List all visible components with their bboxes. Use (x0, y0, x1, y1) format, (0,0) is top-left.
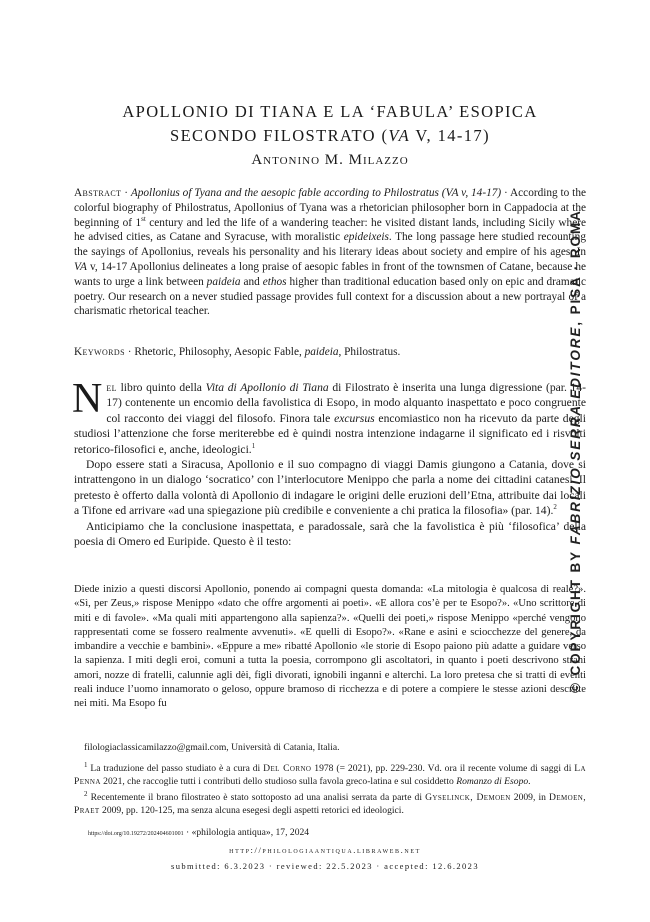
doi-number: 10.19272/202404601001 (123, 831, 184, 837)
title-line-2 (60, 124, 600, 148)
p1-italic-title: Vita di Apollonio di Tiana (205, 381, 329, 394)
fn2-sc1: Gyselinck, Demoen (425, 792, 511, 803)
copyright-sidebar (568, 193, 583, 693)
keywords-text-1: · Rhetoric, Philosophy, Aesopic Fable, (124, 346, 305, 358)
block-quote: Diede inizio a questi discorsi Apollonio, ponendo ai compagni questa domanda: «La mitologia è qualcosa di reale?». «Sì, per Zeus,» rispose Menippo «dato che offre argomenti ai poeti». «E allora cos’è per te Esopo?». «Uno scrittore di miti e di favole». «Ma quali miti appartengono alla sapienza?». «Quelli dei poeti,» rispose Menippo «perché vengono rappresentati come se fossero realmente avvenuti». «E quelli di Esopo?». «Rane e asini e sciocchezze del genere, da imbandire a vecchie e bambini». «Eppure a me» ribatté Apollonio «le storie di Esopo paiono più adatte a guidare verso la sapienza. I miti degli eroi, comuni a tutta la poesia, corrompono gli ascoltatori, in quanto i poeti descrivono strani amori, nozze di fratelli, calunnie agli dèi, figli divorati, ignobili inganni e alterchi. La loro pretesa che si tratti di eventi reali induce l’uomo innamorato o geloso, oppure bramoso di ricchezza e di potere a compiere le stesse azioni descritte nei miti. Ma Esopo fu (74, 584, 586, 710)
fn1-sc1: Del Corno (263, 763, 312, 774)
p1-excursus: excursus (334, 411, 375, 425)
footnote-1-num: 1 (84, 760, 88, 769)
drop-cap: N (72, 376, 103, 422)
abstract-text-1: · According to the colorful biography of Philostratus, Apollonius of Tyana was a rhetorician philosopher born in Cappadocia at the beginning of 1 (74, 187, 586, 229)
p2-text: Dopo essere stati a Siracusa, Apollonio e il suo compagno di viaggi Damis giungono a Catania, dove si intrattengono in un dialogo ‘socratico’ con l’interlocutore Menippo che parla a nome dei cittadini catanesi. Il pretesto è offerto dalla volontà di Apollonio di indagare le origini delle eruzioni dell’Etna, attribuite dai locali a Tifone ed arrivare «ad una spiegazione più credibile e conveniente a chi pratica la filosofia» (par. 14). (74, 458, 586, 518)
footnote-1 (74, 762, 586, 788)
fn2-b: 2009, in (510, 792, 549, 803)
fn1-b: 1978 (= 2021), pp. 229-230. Vd. ora il recente volume di saggi di (311, 763, 575, 774)
body-text (72, 376, 587, 549)
footnote-ref-2: 2 (553, 503, 557, 512)
abstract-ethos: ethos (262, 275, 287, 288)
article-title (60, 100, 600, 148)
copyright-publisher: FABRIZIO SERRA EDITORE (568, 325, 583, 545)
paragraph-3: Anticipiamo che la conclusione inaspettata, e paradossale, sarà che la favolistica è più ‘filosofica’ della poesia di Omero ed Euripide. Questo è il testo: (74, 519, 586, 549)
abstract-title-ref: (VA v, 14-17) (438, 187, 502, 199)
abstract-epideixeis: epideixeis (343, 231, 389, 244)
fn1-d: . (528, 776, 531, 787)
keywords-paideia: paideia (304, 346, 339, 358)
keywords-text-2: , Philostratus. (338, 346, 401, 358)
fn2-sc2: Demoen, Praet (74, 792, 586, 816)
p1-smallcaps: el (106, 381, 117, 394)
author-email-note: filologiaclassicamilazzo@gmail.com, Università di Catania, Italia. (84, 742, 340, 753)
abstract-label: Abstract (74, 187, 122, 199)
keywords (74, 345, 586, 360)
copyright-c: , PISA · ROMA (568, 209, 583, 326)
abstract-sep: · (121, 187, 131, 199)
copyright-a: © COPYRIGHT BY (568, 544, 583, 693)
journal-url[interactable]: http://philologiaantiqua.libraweb.net (229, 845, 421, 855)
doi-journal: · «philologia antiqua», 17, 2024 (183, 827, 310, 838)
keywords-label: Keywords (74, 346, 125, 358)
fn2-a: Recentemente il brano filostrateo è stato sottoposto ad una analisi serrata da parte di (87, 792, 426, 803)
abstract-english-title: Apollonius of Tyana and the aesopic fable according to Philostratus (130, 187, 439, 199)
abstract-text-3: . The long passage here studied recounting the sayings of Apollonius, reveals his personality and his literary ideas about society and empire of his ages. In (74, 231, 586, 259)
abstract-sup: st (141, 214, 146, 223)
author-name: Antonino M. Milazzo (251, 152, 409, 168)
title-line-2-b: V, 14-17) (410, 126, 490, 145)
doi-line (88, 827, 309, 838)
paragraph-2 (74, 457, 586, 519)
title-line-1: APOLLONIO DI TIANA E LA ‘FABULA’ ESOPICA (122, 102, 538, 121)
abstract-text-5: and (240, 275, 263, 288)
footnote-2 (74, 791, 586, 817)
title-line-2-italic: VA (388, 126, 411, 145)
footnote-2-num: 2 (84, 789, 88, 798)
fn1-a: La traduzione del passo studiato è a cura di (87, 763, 264, 774)
abstract-va: VA (74, 260, 87, 273)
abstract-text-2: century and led the life of a wandering teacher: he visited distant lands, including Sicily where he advised cities, as Catane and Syracuse, with moralistic (74, 216, 586, 244)
abstract-paideia: paideia (206, 275, 241, 288)
fn1-c: 2021, che raccoglie tutti i contributi dello studioso sulla favola greco-latina e sul cosiddetto (100, 776, 457, 787)
abstract (74, 186, 586, 319)
p1-a: libro quinto della (116, 381, 206, 394)
doi-link[interactable] (88, 831, 184, 837)
footnotes (74, 741, 586, 820)
title-line-2-a: SECONDO FILOSTRATO ( (170, 126, 389, 145)
doi-prefix: https://doi.org/ (88, 831, 124, 837)
fn1-italic: Romanzo di Esopo (456, 776, 529, 787)
abstract-text-6: higher than traditional education based only on epic and dramatic poetry. Our research on a never studied passage provides full context for a discussion about a new portrayal of a charismatic rhetorical teacher. (74, 275, 586, 318)
footnote-ref-1: 1 (251, 441, 256, 450)
fn2-c: 2009, pp. 120-125, ma senza alcuna esegesi degli aspetti retorici ed ideologici. (99, 805, 404, 816)
submission-dates: submitted: 6.3.2023 · reviewed: 22.5.2023 · accepted: 12.6.2023 (171, 861, 479, 871)
paragraph-1 (72, 376, 587, 457)
abstract-text-4: v, 14-17 Apollonius delineates a long praise of aesopic fables in front of the townsmen of Catane, because he wants to urge a link between (74, 260, 586, 288)
fn1-sc2: La Penna (74, 763, 586, 787)
p1-b: di Filostrato è inserita una lunga digressione (par. 14-17) contenente un encomio della favolistica di Esopo, in modo alquanto inaspettato e poco congruente col racconto dei viaggi del filosofo. Finora tale (106, 381, 587, 425)
p1-c: encomiastico non ha ricevuto da parte degli studiosi l’attenzione che forse meriterebbe ed è quindi nostra intenzione indagarne il significato ed i risvolti retorico-filosofici e, anche, ideologici. (74, 411, 586, 456)
